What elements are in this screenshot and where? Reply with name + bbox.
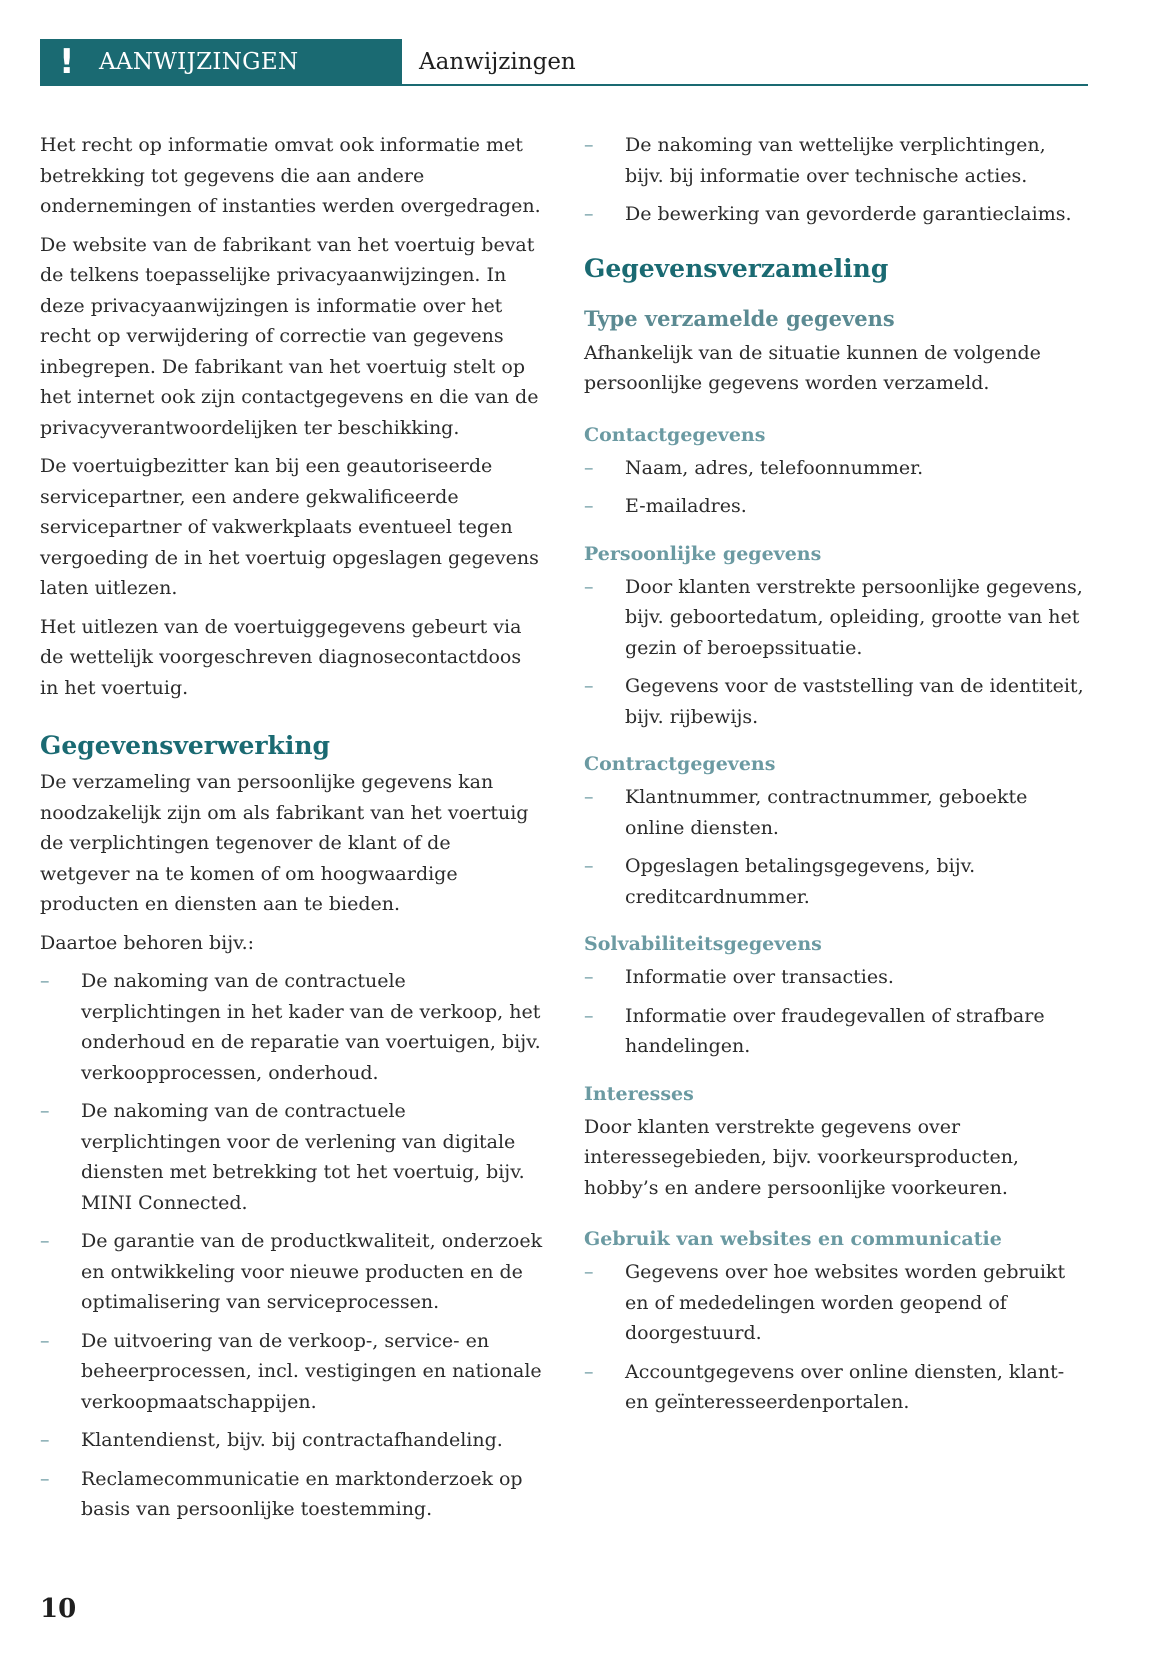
list-item-text: Naam, adres, telefoonnummer.: [625, 456, 924, 479]
list-item-text: Reclamecommunicatie en marktonderzoek op basis van persoonlijke toestemming.: [81, 1467, 523, 1520]
paragraph: Door klanten verstrekte gegevens over interessegebieden, bijv. voorkeursproducten, hobby’s en andere persoonlijke voorkeuren.: [584, 1115, 1019, 1199]
processing-purposes-list-continued: [584, 130, 1089, 230]
list-item-text: Door klanten verstrekte persoonlijke gegevens, bijv. geboortedatum, opleiding, grootte van het gezin of beroepssituatie.: [625, 575, 1083, 659]
section-heading-gegevensverwerking: Gegevensverwerking: [40, 731, 331, 760]
web-usage-list: [584, 1257, 1089, 1418]
list-intro: Daartoe behoren bijv.:: [40, 931, 255, 954]
list-item-text: Accountgegevens over online diensten, klant- en geïnteresseerdenportalen.: [625, 1360, 1065, 1413]
dash-bullet: –: [40, 1429, 50, 1451]
dash-bullet: –: [584, 855, 594, 877]
solvency-data-list: [584, 962, 1089, 1062]
paragraph: Het uitlezen van de voertuiggegevens gebeurt via de wettelijk voorgeschreven diagnosecontactdoos in het voertuig.: [40, 615, 522, 699]
list-item: [40, 1226, 545, 1318]
list-item-text: Gegevens voor de vaststelling van de identiteit, bijv. rijbewijs.: [625, 675, 1084, 728]
header-title: Aanwijzingen: [419, 49, 576, 75]
list-item: [584, 962, 1089, 993]
group-heading-contactgegevens: Contactgegevens: [584, 423, 766, 446]
subsection-heading: Type verzamelde gegevens: [584, 305, 895, 331]
right-column: [584, 130, 1089, 1426]
processing-purposes-list: [40, 966, 545, 1525]
personal-data-list: [584, 572, 1089, 733]
contract-data-list: [584, 782, 1089, 912]
list-item-text: Informatie over fraudegevallen of strafbare handelingen.: [625, 1004, 1045, 1057]
group-heading-persoonlijke-gegevens: Persoonlijke gegevens: [584, 542, 822, 565]
paragraph: Afhankelijk van de situatie kunnen de volgende persoonlijke gegevens worden verzameld.: [584, 341, 1041, 394]
header-category: AANWIJZINGEN: [99, 49, 299, 75]
list-item-text: Klantnummer, contractnummer, geboekte online diensten.: [625, 786, 1028, 839]
dash-bullet: –: [584, 786, 594, 808]
dash-bullet: –: [584, 966, 594, 988]
dash-bullet: –: [584, 675, 594, 697]
list-item: [584, 199, 1089, 230]
group-heading-solvabiliteitsgegevens: Solvabiliteitsgegevens: [584, 933, 822, 955]
list-item-text: Gegevens over hoe websites worden gebruikt en of mededelingen worden geopend of doorgestuurd.: [625, 1261, 1066, 1344]
list-item: [40, 1096, 545, 1218]
dash-bullet: –: [40, 1329, 50, 1352]
group-heading-websites: Gebruik van websites en communicatie: [584, 1228, 1002, 1250]
dash-bullet: –: [40, 1467, 50, 1490]
list-item-text: De nakoming van de contractuele verplichtingen voor de verlening van digitale diensten met betrekking tot het voertuig, bijv. MINI Connected.: [81, 1100, 525, 1214]
section-heading-gegevensverzameling: Gegevensverzameling: [584, 253, 889, 283]
paragraph: De website van de fabrikant van het voertuig bevat de telkens toepasselijke privacyaanwijzingen. In deze privacyaanwijzingen is informatie over het recht op verwijdering of correctie van gegevens inbegrepen. De fabrikant van het voertuig stelt op het internet ook zijn contactgegevens en die van de privacyverantwoordelijken ter beschikking.: [40, 233, 539, 439]
list-item-text: Opgeslagen betalingsgegevens, bijv. creditcardnummer.: [625, 855, 976, 908]
list-item: [584, 671, 1089, 732]
paragraph: De voertuigbezitter kan bij een geautoriseerde servicepartner, een andere gekwalificeerde servicepartner of vakwerkplaats eventueel tegen vergoeding de in het voertuig opgeslagen gegevens laten uitlezen.: [40, 455, 539, 599]
dash-bullet: –: [584, 134, 594, 156]
list-item: [40, 1464, 545, 1525]
list-item-text: De garantie van de productkwaliteit, onderzoek en ontwikkeling voor nieuwe producten en de optimalisering van serviceprocessen.: [81, 1230, 543, 1313]
list-item: [40, 1425, 545, 1456]
dash-bullet: –: [584, 203, 594, 225]
dash-bullet: –: [584, 1004, 594, 1027]
header-rule: [402, 84, 1088, 86]
list-item: [40, 966, 545, 1088]
group-heading-contractgegevens: Contractgegevens: [584, 753, 776, 775]
dash-bullet: –: [584, 495, 594, 517]
list-item: [584, 130, 1089, 191]
paragraph: Het recht op informatie omvat ook informatie met betrekking tot gegevens die aan andere ondernemingen of instanties werden overgedragen.: [40, 134, 541, 217]
list-item-text: E-mailadres.: [625, 495, 747, 517]
list-item-text: Klantendienst, bijv. bij contractafhandeling.: [81, 1429, 503, 1451]
header-category-box: [40, 39, 402, 86]
list-item: [584, 1257, 1089, 1349]
list-item: [584, 782, 1089, 843]
list-item-text: De bewerking van gevorderde garantieclaims.: [625, 203, 1072, 225]
group-heading-interesses: Interesses: [584, 1082, 694, 1105]
dash-bullet: –: [584, 456, 594, 479]
list-item-text: De uitvoering van de verkoop-, service- en beheerprocessen, incl. vestigingen en nationale verkoopmaatschappijen.: [81, 1329, 542, 1413]
exclamation-icon: !: [59, 42, 75, 82]
contact-data-list: [584, 453, 1089, 522]
dash-bullet: –: [584, 1261, 594, 1283]
list-item-text: Informatie over transacties.: [625, 966, 894, 988]
list-item: [584, 1357, 1089, 1418]
list-item-text: De nakoming van de contractuele verplichtingen in het kader van de verkoop, het onderhoud en de reparatie van voertuigen, bijv. verkoopprocessen, onderhoud.: [81, 970, 541, 1084]
dash-bullet: –: [40, 1100, 50, 1122]
dash-bullet: –: [40, 970, 50, 992]
list-item: [40, 1326, 545, 1418]
list-item: [584, 572, 1089, 664]
list-item: [584, 1001, 1089, 1062]
dash-bullet: –: [584, 575, 594, 598]
dash-bullet: –: [40, 1230, 50, 1252]
list-item: [584, 491, 1089, 522]
list-item-text: De nakoming van wettelijke verplichtingen, bijv. bij informatie over technische acties.: [625, 134, 1046, 187]
page-number: 10: [40, 1594, 77, 1624]
paragraph: De verzameling van persoonlijke gegevens kan noodzakelijk zijn om als fabrikant van het voertuig de verplichtingen tegenover de klant of de wetgever na te komen of om hoogwaardige producten en diensten aan te bieden.: [40, 771, 529, 915]
list-item: [584, 453, 1089, 484]
list-item: [584, 851, 1089, 912]
dash-bullet: –: [584, 1360, 594, 1383]
left-column: [40, 130, 545, 1533]
page-header: [40, 39, 1088, 86]
